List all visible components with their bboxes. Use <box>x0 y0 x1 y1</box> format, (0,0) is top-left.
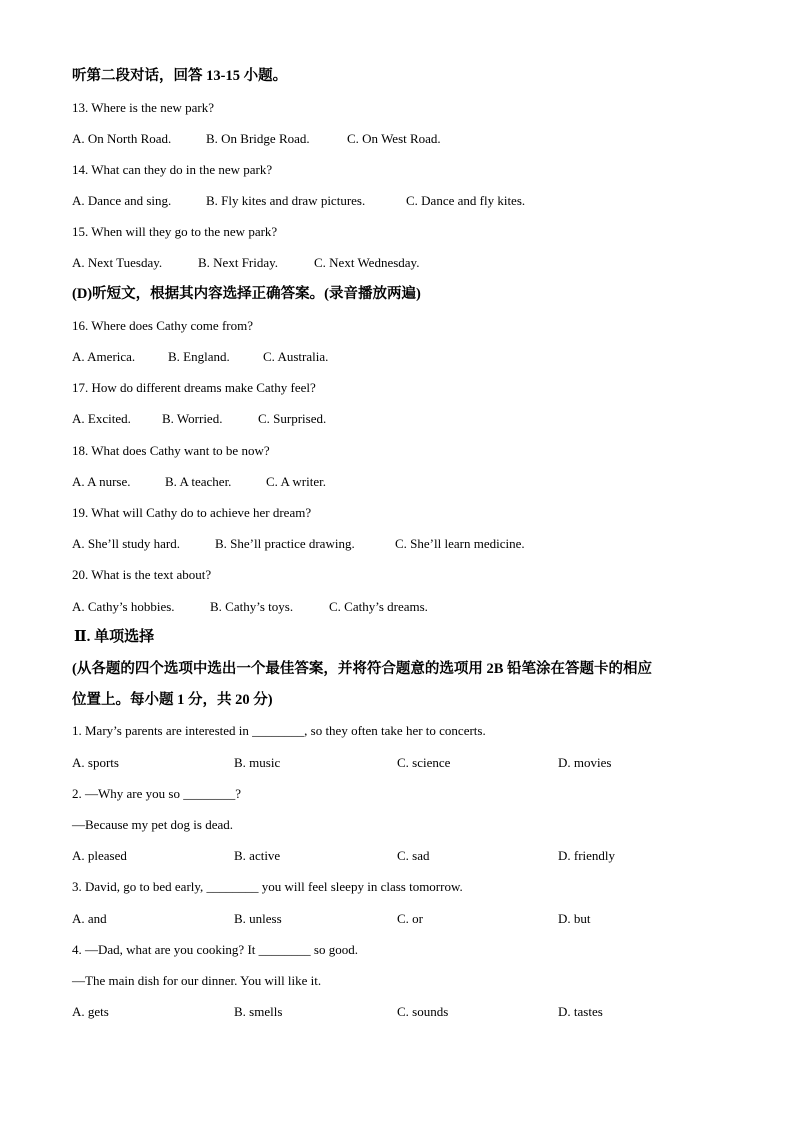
mc-q3-option-d: D. but <box>558 911 591 926</box>
mc-q3-option-a: A. and <box>72 911 107 926</box>
section-2-instruction-line1: (从各题的四个选项中选出一个最佳答案，并将符合题意的选项用 2B 铅笔涂在答题卡的相应 <box>72 661 652 677</box>
mc-q2-option-c: C. sad <box>397 848 430 863</box>
q16-option-a: A. America. <box>72 349 136 364</box>
mc-q1-option-c: C. science <box>397 755 451 770</box>
mc-q4-option-b: B. smells <box>234 1004 283 1019</box>
mc-question-3: 3. David, go to bed early, ________ you will feel sleepy in class tomorrow. <box>72 879 463 894</box>
mc-q4-option-d: D. tastes <box>558 1004 603 1019</box>
question-19: 19. What will Cathy do to achieve her dream? <box>72 505 312 520</box>
q13-option-c: C. On West Road. <box>347 131 441 146</box>
mc-q1-option-d: D. movies <box>558 755 612 770</box>
q13-option-b: B. On Bridge Road. <box>206 131 310 146</box>
mc-q2-option-a: A. pleased <box>72 848 127 863</box>
q19-option-a: A. She’ll study hard. <box>72 536 180 551</box>
question-15: 15. When will they go to the new park? <box>72 224 278 239</box>
mc-question-2-reply: —Because my pet dog is dead. <box>72 817 234 832</box>
q17-option-a: A. Excited. <box>72 411 131 426</box>
mc-q2-option-d: D. friendly <box>558 848 616 863</box>
q20-option-a: A. Cathy’s hobbies. <box>72 599 175 614</box>
q14-option-c: C. Dance and fly kites. <box>406 193 526 208</box>
q15-option-c: C. Next Wednesday. <box>314 255 420 270</box>
section-2-heading: Ⅱ. 单项选择 <box>74 629 155 645</box>
mc-q3-option-b: B. unless <box>234 911 282 926</box>
mc-q2-option-b: B. active <box>234 848 281 863</box>
q17-option-b: B. Worried. <box>162 411 223 426</box>
q16-option-c: C. Australia. <box>263 349 329 364</box>
question-14: 14. What can they do in the new park? <box>72 162 273 177</box>
mc-q1-option-a: A. sports <box>72 755 119 770</box>
q15-option-b: B. Next Friday. <box>198 255 279 270</box>
question-17: 17. How do different dreams make Cathy feel? <box>72 380 316 395</box>
part-c-heading: 听第二段对话，回答 13-15 小题。 <box>72 68 288 84</box>
q18-option-b: B. A teacher. <box>165 474 232 489</box>
mc-q4-option-c: C. sounds <box>397 1004 449 1019</box>
mc-question-4-reply: —The main dish for our dinner. You will like it. <box>72 973 322 988</box>
mc-question-2: 2. —Why are you so ________? <box>72 786 241 801</box>
q18-option-a: A. A nurse. <box>72 474 131 489</box>
q15-option-a: A. Next Tuesday. <box>72 255 163 270</box>
part-d-heading: (D)听短文，根据其内容选择正确答案。(录音播放两遍) <box>72 286 421 302</box>
mc-q1-option-b: B. music <box>234 755 281 770</box>
q18-option-c: C. A writer. <box>266 474 326 489</box>
q14-option-a: A. Dance and sing. <box>72 193 172 208</box>
q17-option-c: C. Surprised. <box>258 411 327 426</box>
mc-question-4: 4. —Dad, what are you cooking? It ________ so good. <box>72 942 358 957</box>
q13-option-a: A. On North Road. <box>72 131 172 146</box>
question-16: 16. Where does Cathy come from? <box>72 318 253 333</box>
mc-question-1: 1. Mary’s parents are interested in ________, so they often take her to concerts. <box>72 723 486 738</box>
section-2-instruction-line2: 位置上。每小题 1 分，共 20 分) <box>72 692 273 708</box>
q20-option-c: C. Cathy’s dreams. <box>329 599 428 614</box>
q16-option-b: B. England. <box>168 349 230 364</box>
q19-option-b: B. She’ll practice drawing. <box>215 536 355 551</box>
question-18: 18. What does Cathy want to be now? <box>72 443 270 458</box>
q14-option-b: B. Fly kites and draw pictures. <box>206 193 366 208</box>
q19-option-c: C. She’ll learn medicine. <box>395 536 525 551</box>
question-20: 20. What is the text about? <box>72 567 212 582</box>
question-13: 13. Where is the new park? <box>72 100 214 115</box>
mc-q3-option-c: C. or <box>397 911 423 926</box>
q20-option-b: B. Cathy’s toys. <box>210 599 294 614</box>
mc-q4-option-a: A. gets <box>72 1004 109 1019</box>
